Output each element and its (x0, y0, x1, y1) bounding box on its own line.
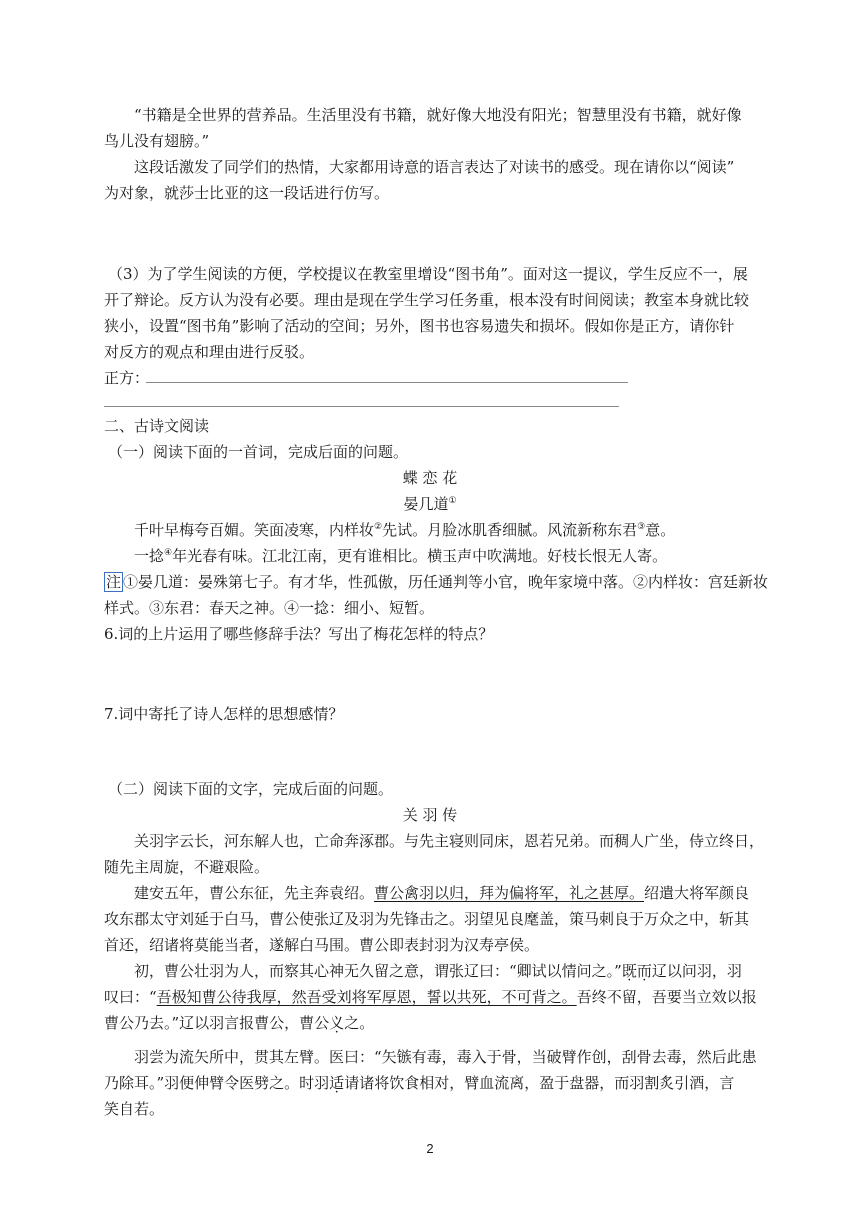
essay-paragraph-4-line-1: 羽尝为流矢所中，贯其左臂。医曰：“矢镞有毒，毒入于骨，当破臂作创，刮骨去毒，然后此患 (134, 1048, 757, 1066)
dotted-char: 而 (636, 962, 652, 980)
essay-title: 关 羽 传 (402, 806, 458, 824)
section-heading: 二、古诗文阅读 (104, 417, 210, 435)
question-7: 7.词中寄托了诗人怎样的思想感情？ (104, 705, 344, 723)
poem-stanza-2: 一捻④年光春有味。江北江南，更有谁相比。横玉声中吹满地。好枝长恨无人寄。 (134, 547, 668, 565)
answer-line-2[interactable] (104, 406, 619, 407)
notes-line-1: 注 ①晏几道：晏殊第七子。有才华，性孤傲，历任通判等小官，晚年家境中落。②内样妆：宫廷新妆 (106, 573, 769, 591)
debate-question-line-3: 狭小，设置“图书角”影响了活动的空间；另外，图书也容易遗失和损坏。假如你是正方，请你针 (104, 317, 735, 335)
dotted-char: 适 (329, 1074, 345, 1092)
page-number: 2 (426, 1141, 434, 1156)
essay-paragraph-2-line-3: 首还，绍诸将莫能当者，遂解白马围。曹公即表封羽为汉寿亭侯。 (104, 936, 540, 954)
poem-author: 晏几道① (403, 495, 457, 513)
essay-paragraph-3-line-1: 初，曹公壮羽为人，而察其心神无久留之意，谓张辽曰：“卿试以情问之。”既而辽以问羽，羽 (134, 962, 742, 980)
essay-paragraph-1-line-2: 随先主周旋，不避艰险。 (104, 858, 270, 876)
debate-question-line-4: 对反方的观点和理由进行反驳。 (104, 343, 315, 361)
poem-title: 蝶 恋 花 (402, 469, 458, 487)
part1-intro: （一）阅读下面的一首词，完成后面的问题。 (108, 443, 409, 461)
notes-label[interactable]: 注 (106, 573, 122, 591)
essay-paragraph-3-line-2: 叹曰：“吾极知曹公待我厚，然吾受刘将军厚恩，誓以共死，不可背之。吾终不留，吾要当立效以报 (104, 988, 757, 1006)
footnote-ref: ① (448, 496, 457, 506)
dotted-char: 既 (621, 962, 637, 980)
debate-question-line-2: 开了辩论。反方认为没有必要。理由是现在学生学习任务重，根本没有时间阅读；教室本身就比较 (104, 291, 750, 309)
notes-line-2: 样式。③东君：春天之神。④一捻：细小、短暂。 (104, 599, 435, 617)
footnote-ref: ③ (637, 522, 646, 532)
essay-paragraph-2-line-2: 攻东郡太守刘延于白马，曹公使张辽及羽为先锋击之。羽望见良麾盖，策马刺良于万众之中，斩其 (104, 910, 750, 928)
essay-paragraph-4-line-3: 笑自若。 (104, 1100, 165, 1118)
essay-paragraph-1-line-1: 关羽字云长，河东解人也，亡命奔涿郡。与先主寝则同床，恩若兄弟。而稠人广坐，侍立终日， (134, 832, 765, 850)
answer-label: 正方： (104, 369, 150, 387)
debate-question-line-1: （3）为了学生阅读的方便，学校提议在教室里增设“图书角”。面对这一提议，学生反应不一，展 (108, 265, 748, 283)
underlined-sentence: 吾极知曹公待我厚，然吾受刘将军厚恩，誓以共死，不可背之。 (156, 988, 577, 1006)
essay-paragraph-4-line-2: 乃除耳。”羽便伸臂令医劈之。时羽适请诸将饮食相对，臂血流离，盈于盘器，而羽割炙引酒，言 (104, 1074, 735, 1092)
question-6: 6.词的上片运用了哪些修辞手法？写出了梅花怎样的特点？ (104, 625, 494, 643)
essay-paragraph-3-line-3: 曹公乃去。”辽以羽言报曹公，曹公义之。 (104, 1014, 375, 1032)
footnote-ref: ② (374, 522, 383, 532)
answer-line-1[interactable] (146, 382, 628, 383)
quote-line-2: 鸟儿没有翅膀。” (104, 132, 210, 150)
underlined-sentence: 曹公禽羽以归，拜为偏将军，礼之甚厚。 (374, 884, 645, 902)
footnote-ref: ④ (164, 548, 173, 558)
instruction-line-1: 这段话激发了同学们的热情，大家都用诗意的语言表达了对读书的感受。现在请你以“阅读” (134, 158, 735, 176)
part2-intro: （二）阅读下面的文字，完成后面的问题。 (108, 780, 394, 798)
essay-paragraph-2-line-1: 建安五年，曹公东征，先主奔袁绍。曹公禽羽以归，拜为偏将军，礼之甚厚。绍遣大将军颜良 (134, 884, 750, 902)
instruction-line-2: 为对象，就莎士比亚的这一段话进行仿写。 (104, 184, 390, 202)
dotted-char: 义 (329, 1014, 345, 1032)
quote-line-1: “书籍是全世界的营养品。生活里没有书籍，就好像大地没有阳光；智慧里没有书籍，就好像 (134, 106, 742, 124)
poem-stanza-1: 千叶早梅夸百媚。笑面凌寒，内样妆②先试。月脸冰肌香细腻。风流新称东君③意。 (134, 521, 676, 539)
